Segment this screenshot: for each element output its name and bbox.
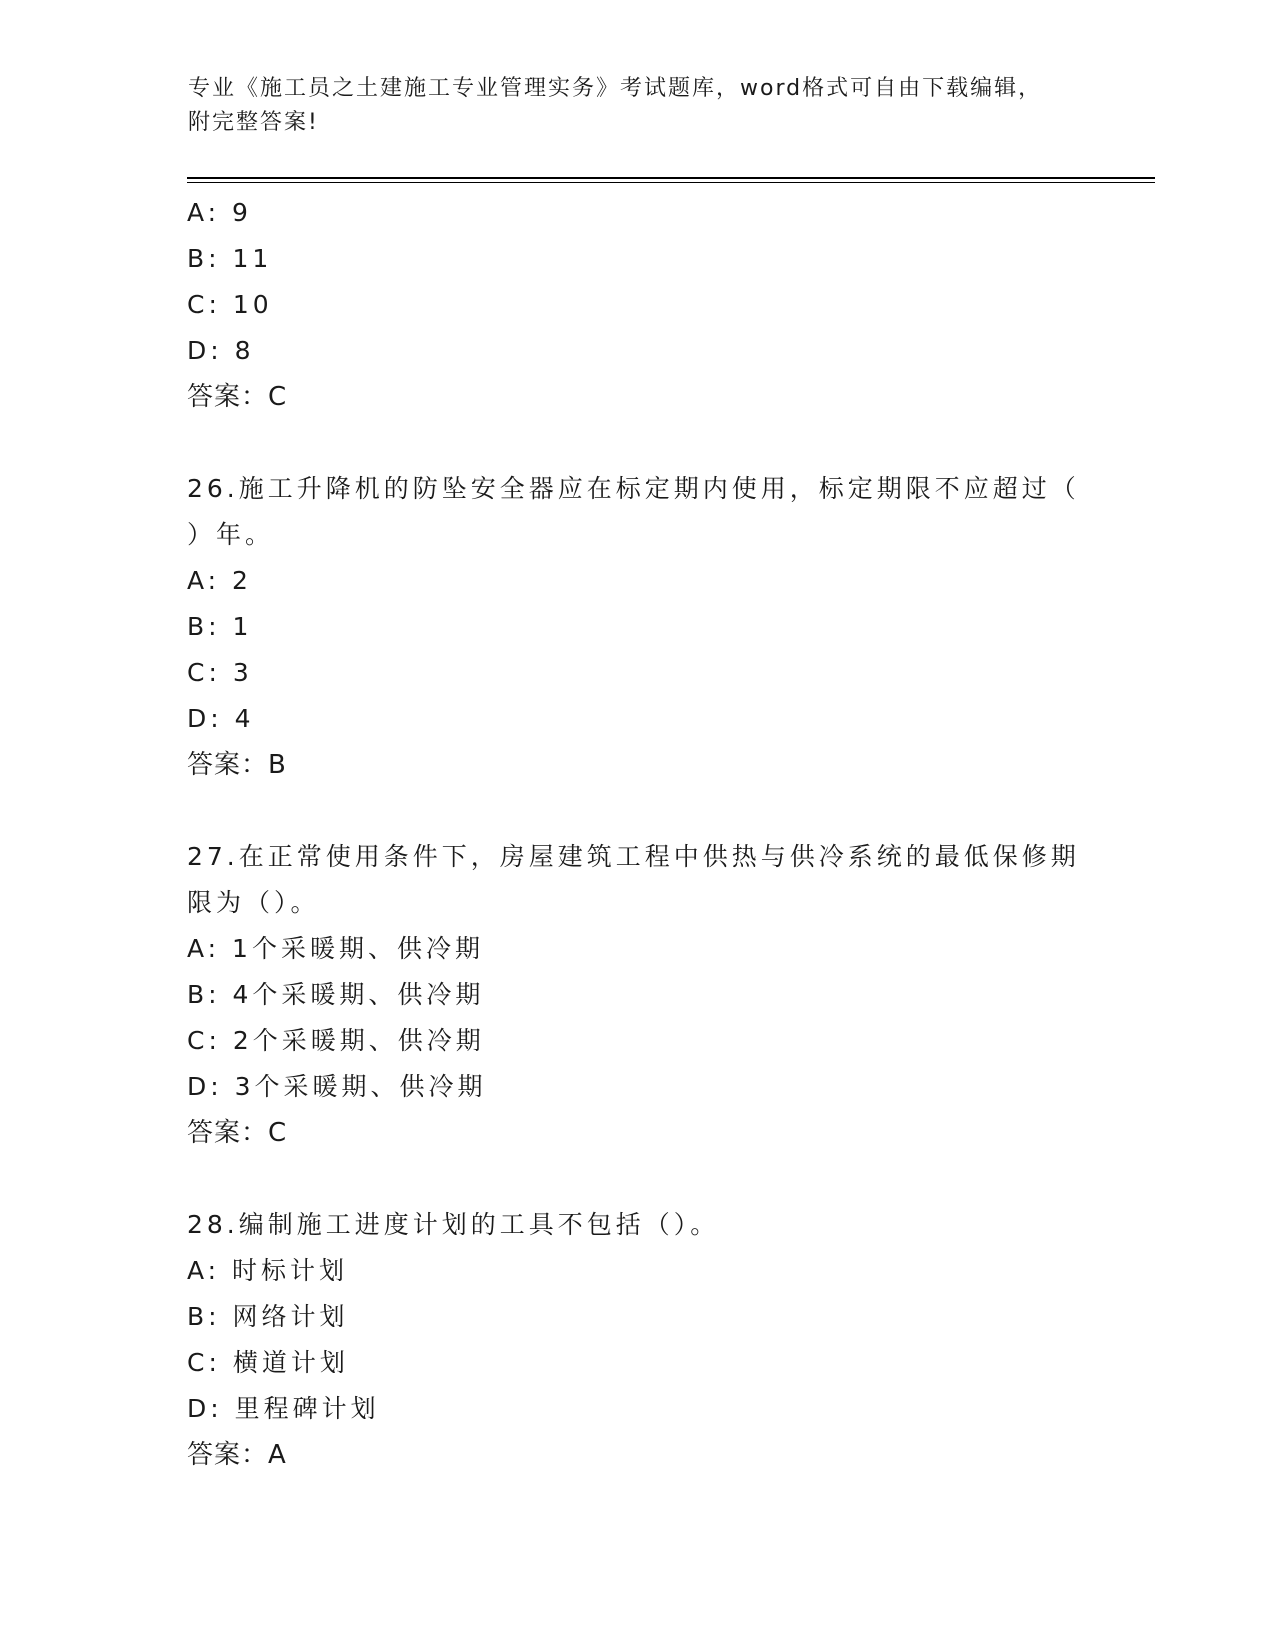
question-text-line-1: 26.施工升降机的防坠安全器应在标定期内使用，标定期限不应超过（: [187, 474, 1080, 503]
question-28: [187, 1202, 1087, 1478]
question-text-line-1: 28.编制施工进度计划的工具不包括（）。: [187, 1210, 720, 1239]
option-d: D: 8: [187, 336, 255, 365]
question-text-line-2: 限为（）。: [187, 888, 320, 917]
question-list: [187, 190, 1087, 1478]
option-a: A: 2: [187, 566, 252, 595]
option-b: B: 4个采暖期、供冷期: [187, 980, 485, 1009]
option-b: B: 11: [187, 244, 273, 273]
document-header: [188, 72, 1068, 140]
option-d: D: 里程碑计划: [187, 1394, 380, 1423]
question-text-line-1: 27.在正常使用条件下，房屋建筑工程中供热与供冷系统的最低保修期: [187, 842, 1080, 871]
question-25: [187, 190, 1087, 420]
answer-line: 答案：A: [187, 1440, 287, 1470]
answer-line: 答案：B: [187, 750, 287, 780]
spacer: [187, 420, 1087, 466]
question-26: [187, 466, 1087, 788]
header-divider-thin: [187, 182, 1155, 183]
option-b: B: 1: [187, 612, 253, 641]
option-a: A: 1个采暖期、供冷期: [187, 934, 484, 963]
option-b: B: 网络计划: [187, 1302, 349, 1331]
header-line-2: 附完整答案!: [188, 110, 319, 135]
option-c: C: 2个采暖期、供冷期: [187, 1026, 485, 1055]
option-c: C: 横道计划: [187, 1348, 349, 1377]
question-27: [187, 834, 1087, 1156]
option-c: C: 3: [187, 658, 253, 687]
option-d: D: 3个采暖期、供冷期: [187, 1072, 487, 1101]
option-d: D: 4: [187, 704, 255, 733]
header-line-1: 专业《施工员之土建施工专业管理实务》考试题库，word格式可自由下载编辑，: [188, 76, 1043, 101]
answer-line: 答案：C: [187, 382, 288, 412]
spacer: [187, 1156, 1087, 1202]
header-divider-thick: [187, 177, 1155, 179]
option-c: C: 10: [187, 290, 273, 319]
spacer: [187, 788, 1087, 834]
answer-line: 答案：C: [187, 1118, 288, 1148]
question-text-line-2: ）年。: [187, 520, 275, 549]
option-a: A: 时标计划: [187, 1256, 349, 1285]
option-a: A: 9: [187, 198, 252, 227]
